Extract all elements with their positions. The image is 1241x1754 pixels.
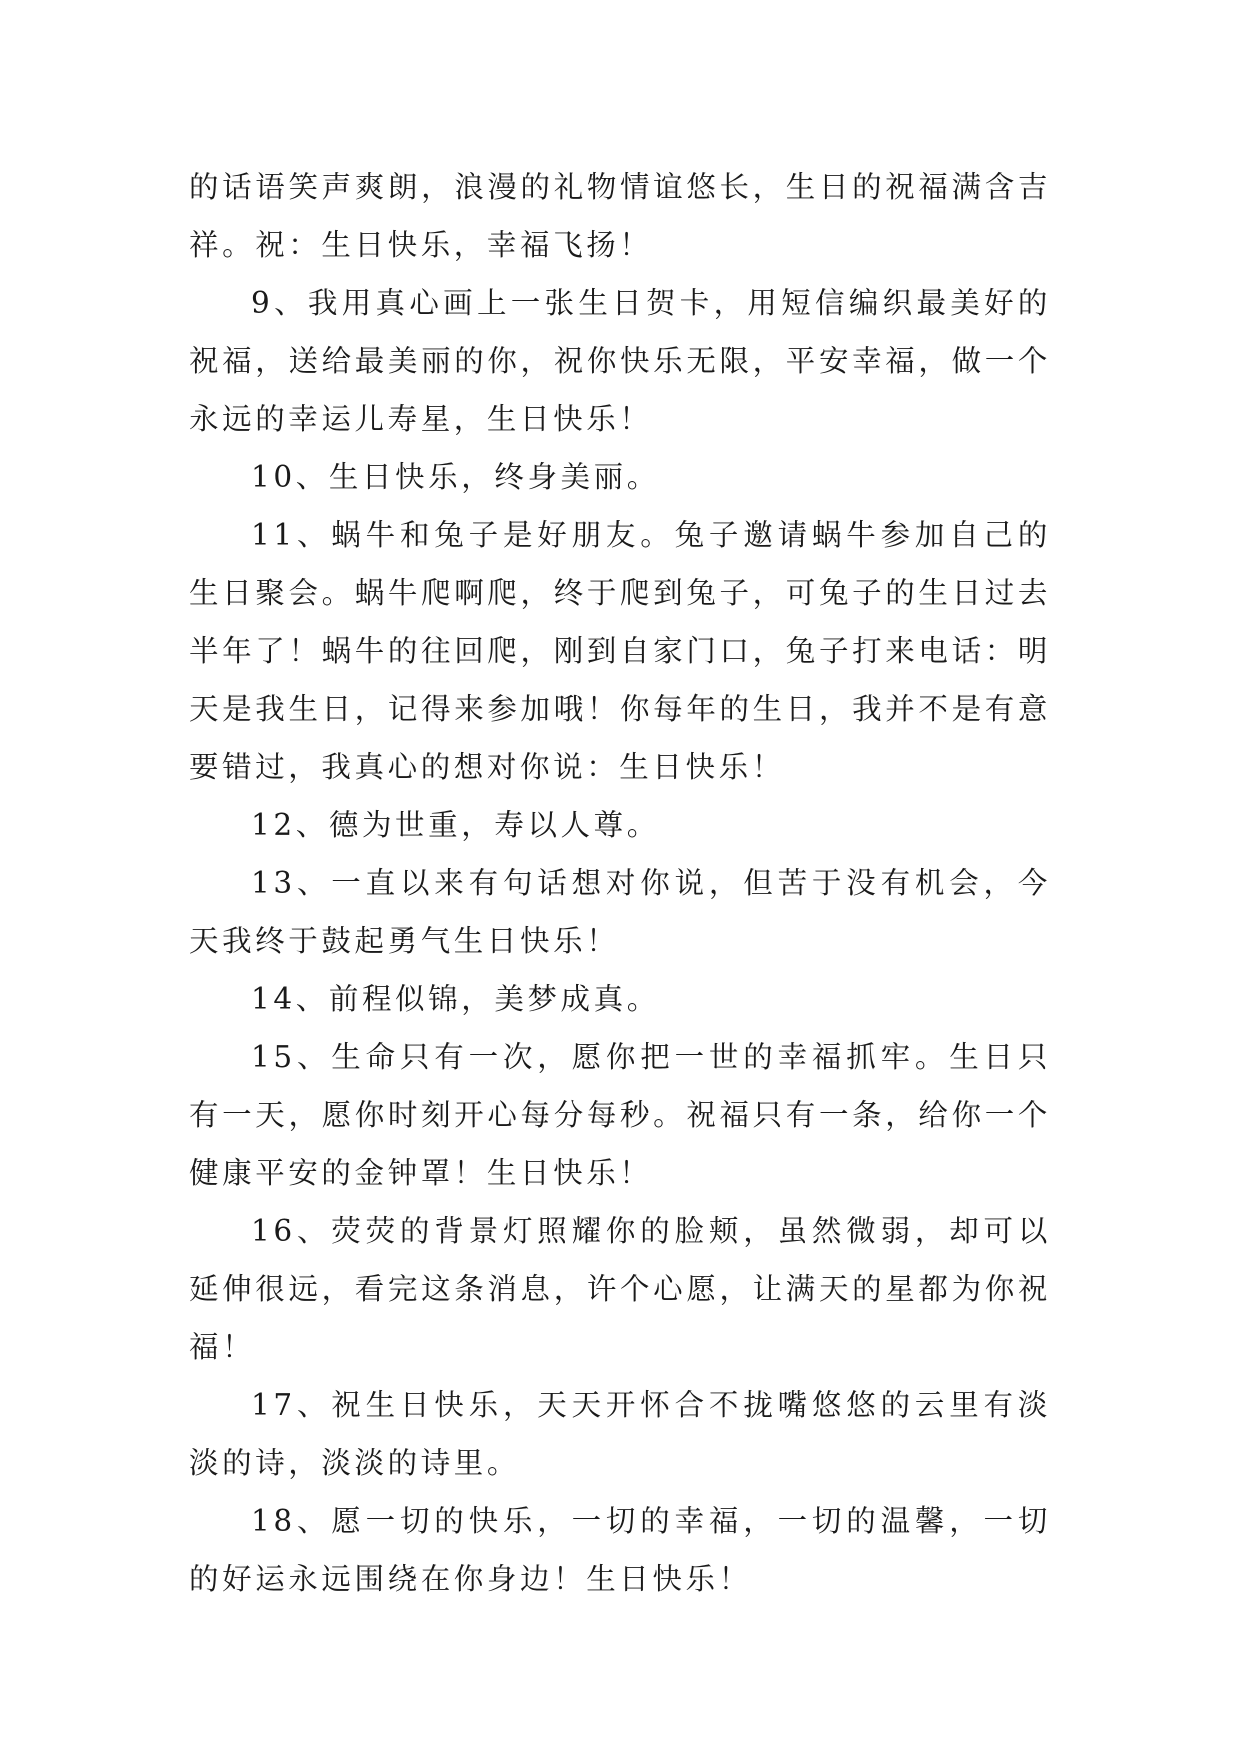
paragraph-wish-9: 9、我用真心画上一张生日贺卡，用短信编织最美好的祝福，送给最美丽的你，祝你快乐无限，平安幸福，做一个永远的幸运儿寿星，生日快乐！ [189, 286, 1051, 436]
paragraph-wish-12: 12、德为世重，寿以人尊。 [251, 808, 660, 842]
paragraph-wish-13: 13、一直以来有句话想对你说，但苦于没有机会，今天我终于鼓起勇气生日快乐！ [189, 866, 1051, 958]
paragraph-wish-18: 18、愿一切的快乐，一切的幸福，一切的温馨，一切的好运永远围绕在你身边！生日快乐！ [189, 1504, 1051, 1596]
paragraph-continuation: 的话语笑声爽朗，浪漫的礼物情谊悠长，生日的祝福满含吉祥。祝：生日快乐，幸福飞扬！ [189, 170, 1051, 262]
paragraph-wish-17: 17、祝生日快乐，天天开怀合不拢嘴悠悠的云里有淡淡的诗，淡淡的诗里。 [189, 1388, 1051, 1480]
document-body [189, 158, 1051, 1608]
paragraph-wish-11: 11、蜗牛和兔子是好朋友。兔子邀请蜗牛参加自己的生日聚会。蜗牛爬啊爬，终于爬到兔子，可兔子的生日过去半年了！蜗牛的往回爬，刚到自家门口，兔子打来电话：明天是我生日，记得来参加哦！你每年的生日，我并不是有意要错过，我真心的想对你说：生日快乐！ [189, 518, 1051, 784]
paragraph-wish-10: 10、生日快乐，终身美丽。 [251, 460, 660, 494]
paragraph-wish-14: 14、前程似锦，美梦成真。 [251, 982, 660, 1016]
paragraph-wish-15: 15、生命只有一次，愿你把一世的幸福抓牢。生日只有一天，愿你时刻开心每分每秒。祝福只有一条，给你一个健康平安的金钟罩！生日快乐！ [189, 1040, 1051, 1190]
paragraph-wish-16: 16、荧荧的背景灯照耀你的脸颊，虽然微弱，却可以延伸很远，看完这条消息，许个心愿，让满天的星都为你祝福！ [189, 1214, 1051, 1364]
